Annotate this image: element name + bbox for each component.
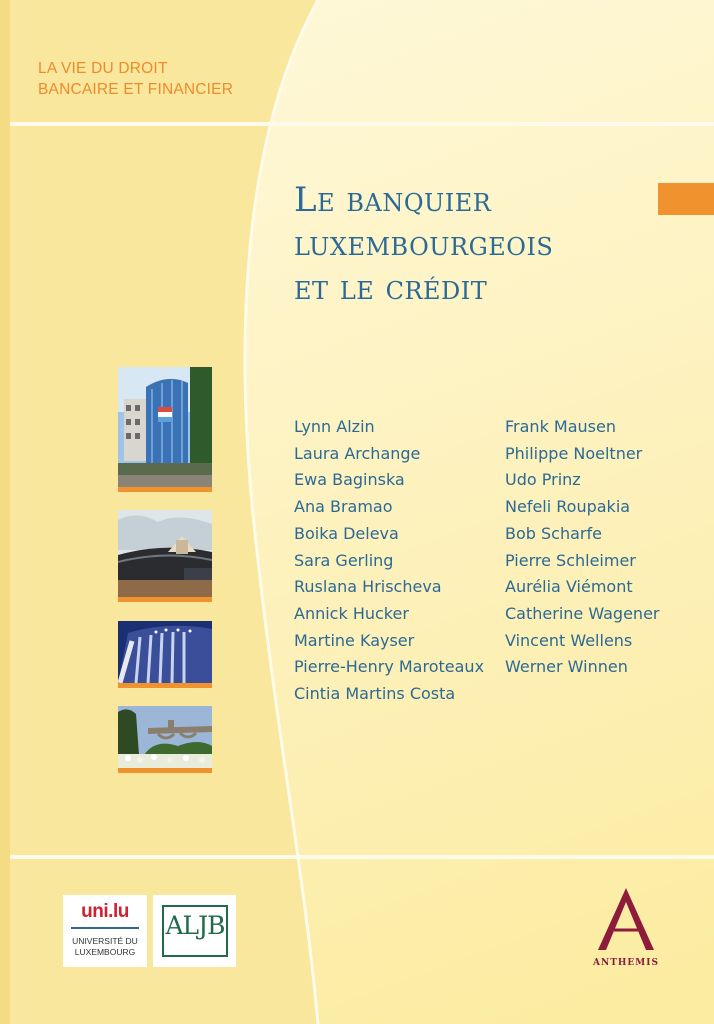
title-line-2: luxembourgeois [294,224,554,264]
author-name: Aurélia Viémont [505,577,633,597]
authors-column-left [294,414,484,708]
author-name: Cintia Martins Costa [294,684,456,704]
bottom-divider-line [10,855,714,859]
unilu-logo [63,895,147,967]
author-name: Bob Scharfe [505,523,602,543]
author-name: Werner Winnen [505,657,628,677]
photo-modern-museum [118,510,212,602]
top-divider-line [10,122,714,126]
author-name: Vincent Wellens [505,630,633,650]
series-line-2: BANCAIRE ET FINANCIER [38,81,234,98]
author-name: Pierre Schleimer [505,550,636,570]
series-line-1: LA VIE DU DROIT [38,60,168,77]
photo-bridge-park [118,706,212,773]
author-name: Catherine Wagener [505,603,660,623]
author-name: Nefeli Roupakia [505,497,631,517]
unilu-line-1: UNIVERSITÉ DU [72,936,138,946]
author-name: Lynn Alzin [294,417,375,436]
author-name: Pierre-Henry Maroteaux [294,657,485,677]
aljb-logo [153,895,236,967]
photo-concert-hall [118,621,212,688]
unilu-rule [71,927,139,929]
photo-glass-building [118,367,212,492]
cover-left-edge [0,0,10,1024]
authors-column-right [505,414,660,681]
publisher-name: ANTHEMIS [593,958,659,968]
series-name [38,58,233,100]
author-name: Frank Mausen [505,417,616,436]
aljb-text: ALJB [165,911,225,940]
author-name: Annick Hucker [294,603,409,623]
anthemis-a-logo [594,886,658,954]
author-name: Udo Prinz [505,470,581,490]
unilu-brand: uni.lu [81,901,129,922]
author-name: Ana Bramao [294,497,393,517]
book-title [294,178,553,310]
title-line-1: Le banquier [294,180,492,220]
author-name: Laura Archange [294,443,421,463]
author-name: Sara Gerling [294,550,394,570]
author-name: Martine Kayser [294,630,415,650]
author-name: Ewa Baginska [294,470,405,490]
author-name: Philippe Noeltner [505,443,643,463]
unilu-line-2: LUXEMBOURG [74,947,136,957]
orange-accent-tab [658,183,714,215]
author-name: Boika Deleva [294,523,399,543]
title-line-3: et le crédit [294,268,488,308]
author-name: Ruslana Hrischeva [294,577,442,597]
